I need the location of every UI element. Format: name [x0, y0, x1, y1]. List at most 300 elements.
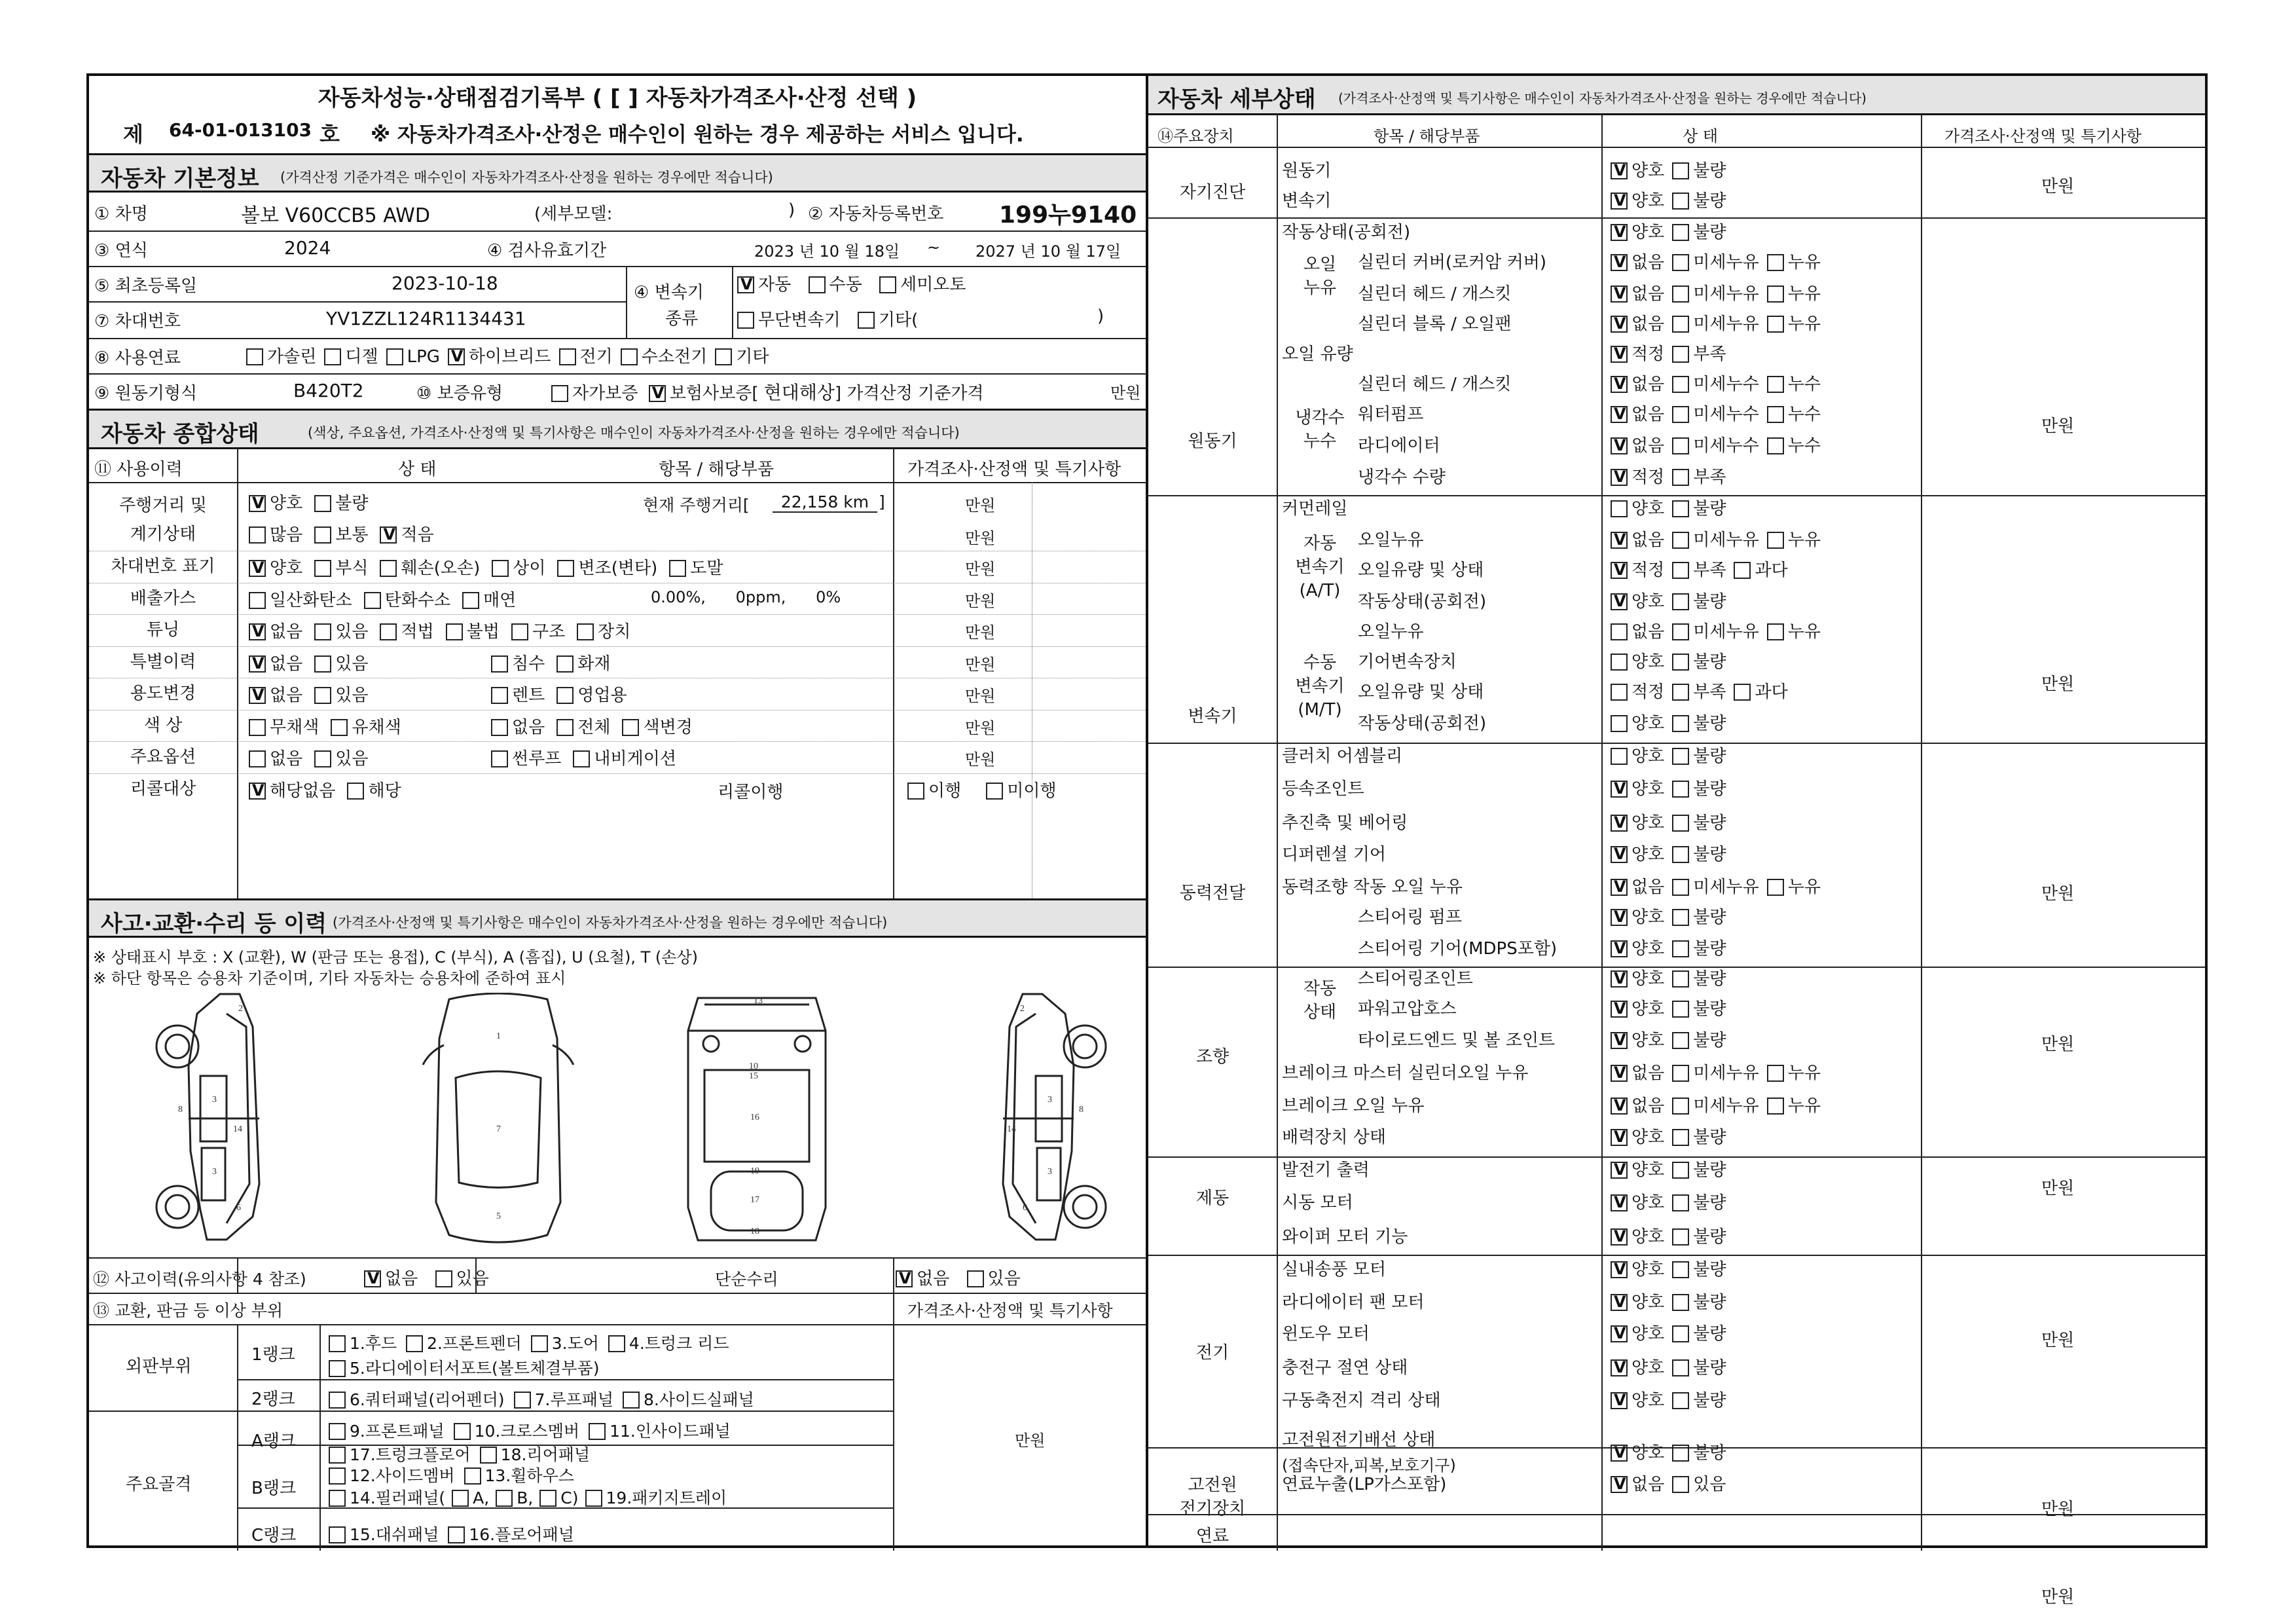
divider — [89, 1257, 1146, 1259]
detail-state-option-label: 불량 — [1693, 592, 1726, 612]
rank-option-row — [329, 1485, 727, 1509]
price-unit: 만원 — [965, 623, 996, 642]
detail-state-checkbox[interactable] — [1672, 1065, 1689, 1082]
rank-option-option-label: 13.휠하우스 — [484, 1466, 574, 1485]
accident-note: (가격조사·산정액 및 특기사항은 매수인이 자동차가격조사·산정을 원하는 경우에만 적습니다) — [333, 915, 888, 931]
summary-option-checkbox[interactable] — [622, 719, 639, 736]
detail-state-options — [1611, 1060, 1821, 1084]
device-group-label: 전기 — [1195, 1343, 1230, 1363]
detail-state-option-label: 미세누수 — [1693, 375, 1759, 394]
device-subgroup-label: 오일 누유 — [1303, 255, 1337, 298]
detail-state-checkbox[interactable] — [1672, 500, 1689, 517]
detail-model-label: (세부모델: — [534, 204, 613, 224]
detail-state-checkbox[interactable] — [1672, 562, 1689, 579]
summary-option-checkbox[interactable] — [556, 687, 574, 704]
trans-etc-label: 기타( — [878, 310, 919, 330]
detail-state-checkbox[interactable] — [1672, 224, 1689, 241]
summary-option-checkbox[interactable] — [249, 623, 266, 640]
fuel-checkbox[interactable] — [448, 348, 465, 365]
detail-state-option-label: 불량 — [1693, 845, 1726, 864]
summary-option-option-label: 없음 — [512, 717, 545, 737]
detail-state-option-label: 부족 — [1693, 344, 1726, 364]
detail-state-checkbox[interactable] — [1611, 1194, 1628, 1211]
detail-state-checkbox[interactable] — [1672, 1325, 1689, 1342]
summary-option-option-label: 상이 — [513, 559, 546, 579]
detail-item-label: 라디에이터 팬 모터 — [1282, 1293, 1425, 1312]
summary-option-checkbox[interactable] — [556, 655, 574, 673]
warranty-self-checkbox[interactable] — [551, 385, 568, 402]
detail-state-checkbox[interactable] — [1611, 593, 1628, 610]
detail-state-checkbox[interactable] — [1672, 748, 1689, 765]
accident-exists-checkbox[interactable] — [435, 1270, 452, 1287]
summary-option-option-label: 있음 — [335, 654, 369, 674]
detail-state-checkbox[interactable] — [1672, 879, 1689, 896]
detail-state-checkbox[interactable] — [1672, 532, 1689, 549]
trans-cvt-label: 무단변속기 — [758, 310, 841, 330]
rank-option-checkbox[interactable] — [329, 1392, 346, 1409]
detail-state-checkbox[interactable] — [1672, 970, 1689, 987]
rank-b-label: B랭크 — [251, 1479, 297, 1498]
divider — [89, 1411, 893, 1412]
divider — [1148, 967, 2205, 968]
pillar-option-checkbox[interactable] — [539, 1490, 556, 1507]
detail-state-checkbox[interactable] — [1767, 286, 1784, 303]
detail-item-label: 오일누유 — [1358, 622, 1424, 642]
detail-state-checkbox[interactable] — [1611, 1261, 1628, 1278]
fuel-checkbox[interactable] — [246, 348, 263, 365]
detail-state-checkbox[interactable] — [1672, 781, 1689, 798]
divider — [89, 231, 1146, 232]
warranty-self-label: 자가보증 — [572, 384, 638, 403]
device-col-header: ⑭주요장치 — [1157, 127, 1234, 145]
mileage-state-checkbox[interactable] — [249, 495, 266, 512]
rank-option-checkbox[interactable] — [329, 1467, 346, 1485]
summary-option-checkbox[interactable] — [314, 560, 331, 577]
rank-option-row — [329, 1463, 574, 1486]
detail-state-checkbox[interactable] — [1611, 623, 1628, 640]
detail-state-checkbox[interactable] — [1611, 654, 1628, 671]
trans-options — [737, 271, 966, 295]
detail-state-checkbox[interactable] — [1767, 532, 1784, 549]
detail-state-checkbox[interactable] — [1611, 562, 1628, 579]
svg-text:13: 13 — [754, 996, 763, 1006]
summary-option-option-label: 있음 — [335, 686, 369, 706]
rank-option-checkbox[interactable] — [514, 1392, 531, 1409]
rank-option-checkbox[interactable] — [531, 1335, 548, 1352]
service-notice: ※ 자동차가격조사·산정은 매수인이 원하는 경우 제공하는 서비스 입니다. — [371, 123, 1024, 147]
summary-option-checkbox[interactable] — [491, 655, 508, 673]
detail-state-checkbox[interactable] — [1611, 748, 1628, 765]
detail-state-checkbox[interactable] — [1611, 715, 1628, 732]
summary-row-label: 주행거리 및 계기상태 — [119, 496, 207, 544]
pillar-option-option-label: C) — [560, 1488, 579, 1507]
detail-state-checkbox[interactable] — [1672, 162, 1689, 179]
device-subgroup-label: 냉각수 누수 — [1295, 408, 1345, 451]
mileage-state-checkbox[interactable] — [314, 495, 331, 512]
detail-state-checkbox[interactable] — [1672, 1129, 1689, 1146]
pillar-option-option-label: A, — [473, 1488, 490, 1507]
detail-state-checkbox[interactable] — [1672, 1194, 1689, 1211]
summary-note: (색상, 주요옵션, 가격조사·산정액 및 특기사항은 매수인이 자동차가격조사·산정을 원하는 경우에만 적습니다) — [308, 425, 960, 441]
summary-option-checkbox[interactable] — [380, 623, 397, 640]
trans-auto-checkbox[interactable] — [737, 276, 754, 293]
gauge-state-checkbox[interactable] — [249, 526, 266, 544]
detail-state-options — [1611, 495, 1726, 519]
detail-state-options — [1611, 557, 1788, 581]
summary-option-checkbox[interactable] — [249, 655, 266, 673]
summary-option-checkbox[interactable] — [462, 592, 479, 609]
rank-option-checkbox[interactable] — [623, 1392, 640, 1409]
summary-option-checkbox[interactable] — [573, 750, 590, 767]
repair-exists-checkbox[interactable] — [967, 1270, 984, 1287]
summary-option-checkbox[interactable] — [556, 719, 574, 736]
summary-option-checkbox[interactable] — [249, 750, 266, 767]
detail-state-checkbox[interactable] — [1611, 879, 1628, 896]
repair-none-checkbox[interactable] — [896, 1270, 913, 1287]
svg-text:3: 3 — [1048, 1095, 1052, 1105]
summary-option-checkbox[interactable] — [364, 592, 381, 609]
detail-state-checkbox[interactable] — [1611, 254, 1628, 271]
pillar-panel-checkbox[interactable] — [329, 1490, 346, 1507]
summary-option-checkbox[interactable] — [557, 560, 574, 577]
summary-option-checkbox[interactable] — [380, 560, 397, 577]
rank-option-option-label: 15.대쉬패널 — [350, 1525, 439, 1544]
trans-manual-checkbox[interactable] — [809, 276, 826, 293]
detail-state-options — [1611, 588, 1726, 612]
detail-state-option-label: 양호 — [1631, 1031, 1665, 1050]
rank-option-checkbox[interactable] — [329, 1360, 346, 1377]
fuel-checkbox[interactable] — [621, 348, 638, 365]
summary-option-option-label: 내비게이션 — [594, 749, 676, 769]
summary-option-checkbox[interactable] — [249, 560, 266, 577]
detail-state-checkbox[interactable] — [1672, 1098, 1689, 1115]
summary-option-checkbox[interactable] — [347, 783, 364, 800]
state-col-header: 상 태 — [398, 460, 437, 479]
summary-option-option-label: 있음 — [335, 622, 369, 642]
detail-state-options — [1611, 371, 1821, 395]
rank-option-checkbox[interactable] — [406, 1335, 423, 1352]
accident-none-checkbox[interactable] — [364, 1270, 381, 1287]
summary-option-option-label: 해당없음 — [270, 781, 336, 801]
detail-state-checkbox[interactable] — [1672, 437, 1689, 454]
price-unit: 만원 — [965, 750, 996, 769]
svg-text:8: 8 — [1079, 1105, 1084, 1115]
detail-state-checkbox[interactable] — [1672, 254, 1689, 271]
warranty-close: ] — [834, 384, 842, 403]
form-no-suffix: 호 — [319, 122, 340, 147]
detail-state-checkbox[interactable] — [1611, 846, 1628, 863]
detail-state-checkbox[interactable] — [1672, 193, 1689, 210]
detail-state-checkbox[interactable] — [1734, 684, 1751, 701]
summary-option-checkbox[interactable] — [314, 655, 331, 673]
gauge-state-option-label: 적음 — [401, 525, 434, 545]
detail-item-label: 작동상태(공회전) — [1358, 714, 1487, 733]
detail-state-checkbox[interactable] — [1672, 316, 1689, 333]
detail-state-checkbox[interactable] — [1672, 346, 1689, 363]
detail-state-option-label: 불량 — [1693, 1227, 1726, 1247]
detail-state-checkbox[interactable] — [1611, 286, 1628, 303]
detail-state-checkbox[interactable] — [1672, 593, 1689, 610]
gauge-state-checkbox[interactable] — [380, 526, 397, 544]
detail-state-checkbox[interactable] — [1672, 623, 1689, 640]
detail-state-checkbox[interactable] — [1611, 406, 1628, 423]
divider — [626, 266, 627, 338]
detail-state-checkbox[interactable] — [1672, 1294, 1689, 1311]
summary-option-option-label: 일산화탄소 — [270, 590, 352, 610]
detail-state-checkbox[interactable] — [1672, 909, 1689, 926]
detail-state-checkbox[interactable] — [1767, 623, 1784, 640]
detail-state-checkbox[interactable] — [1672, 684, 1689, 701]
rank-option-checkbox[interactable] — [589, 1423, 606, 1440]
summary-option-checkbox[interactable] — [249, 719, 266, 736]
rank-option-checkbox[interactable] — [329, 1447, 346, 1464]
detail-state-checkbox[interactable] — [1672, 406, 1689, 423]
detail-state-checkbox[interactable] — [1672, 1476, 1689, 1493]
summary-option-checkbox[interactable] — [491, 719, 508, 736]
legend-1: ※ 상태표시 부호 : X (교환), W (판금 또는 용접), C (부식), A (흠집), U (요철), T (손상) — [93, 948, 699, 967]
detail-state-checkbox[interactable] — [1672, 715, 1689, 732]
detail-state-checkbox[interactable] — [1611, 1129, 1628, 1146]
detail-state-checkbox[interactable] — [1672, 1392, 1689, 1409]
summary-options — [249, 714, 401, 738]
warranty-ins-checkbox[interactable] — [649, 385, 666, 402]
detail-state-options — [1611, 280, 1821, 304]
detail-state-option-label: 양호 — [1631, 1443, 1665, 1463]
detail-state-checkbox[interactable] — [1611, 1032, 1628, 1049]
detail-state-option-label: 불량 — [1693, 499, 1726, 519]
detail-item-label: 동력조향 작동 오일 누유 — [1282, 877, 1463, 897]
detail-state-checkbox[interactable] — [1611, 970, 1628, 987]
detail-state-col-header: 상 태 — [1683, 127, 1718, 145]
detail-state-checkbox[interactable] — [1672, 1032, 1689, 1049]
detail-state-checkbox[interactable] — [1611, 1294, 1628, 1311]
detail-state-option-label: 불량 — [1693, 652, 1726, 672]
detail-state-checkbox[interactable] — [1672, 469, 1689, 486]
detail-state-checkbox[interactable] — [1611, 1325, 1628, 1342]
detail-state-checkbox[interactable] — [1672, 815, 1689, 832]
device-subgroup-label: 자동 변속기 (A/T) — [1295, 534, 1345, 600]
detail-item-label: 오일유량 및 상태 — [1358, 682, 1484, 702]
detail-state-option-label: 누유 — [1787, 530, 1821, 550]
detail-state-checkbox[interactable] — [1672, 1228, 1689, 1246]
inspect-from: 2023 년 10 월 18일 — [754, 242, 900, 261]
summary-option-option-label: 렌트 — [512, 686, 545, 706]
summary-option-checkbox[interactable] — [249, 687, 266, 704]
detail-state-checkbox[interactable] — [1611, 781, 1628, 798]
detail-state-checkbox[interactable] — [1611, 316, 1628, 333]
trans-etc-checkbox[interactable] — [858, 312, 875, 329]
summary-option-checkbox[interactable] — [577, 623, 594, 640]
detail-state-checkbox[interactable] — [1672, 1261, 1689, 1278]
detail-price-col-header: 가격조사·산정액 및 특기사항 — [1944, 127, 2142, 145]
detail-state-option-label: 미세누수 — [1693, 436, 1759, 456]
accident-none-label: 없음 — [385, 1269, 418, 1289]
summary-option-checkbox[interactable] — [314, 623, 331, 640]
warranty-company: 현대해상 — [763, 382, 835, 403]
detail-state-option-label: 불량 — [1693, 1324, 1726, 1344]
detail-state-options — [1611, 678, 1788, 703]
detail-state-checkbox[interactable] — [1767, 376, 1784, 393]
summary-option-option-label: 해당 — [368, 781, 401, 801]
detail-state-options — [1611, 935, 1726, 959]
detail-state-checkbox[interactable] — [1611, 376, 1628, 393]
rank-option-checkbox[interactable] — [329, 1526, 346, 1543]
detail-state-options — [1611, 1354, 1726, 1378]
rank-option-option-label: 2.프론트펜더 — [427, 1334, 522, 1353]
current-mileage-close: ] — [879, 492, 885, 511]
detail-state-checkbox[interactable] — [1767, 437, 1784, 454]
detail-state-checkbox[interactable] — [1611, 1162, 1628, 1179]
svg-text:17: 17 — [750, 1195, 759, 1205]
fuel-option-label: 하이브리드 — [468, 347, 551, 367]
detail-item-label: 클러치 어셈블리 — [1282, 747, 1403, 766]
detail-item-label: 실린더 헤드 / 개스킷 — [1358, 375, 1512, 394]
detail-state-option-label: 없음 — [1631, 405, 1665, 424]
detail-state-checkbox[interactable] — [1611, 193, 1628, 210]
first-reg-date: 2023-10-18 — [392, 272, 498, 294]
detail-state-option-label: 없음 — [1631, 1475, 1665, 1494]
fuel-checkbox[interactable] — [386, 348, 403, 365]
detail-state-checkbox[interactable] — [1611, 1359, 1628, 1376]
trans-semi-checkbox[interactable] — [879, 276, 896, 293]
fuel-option-label: 가솔린 — [267, 347, 317, 367]
detail-state-checkbox[interactable] — [1672, 846, 1689, 863]
detail-state-checkbox[interactable] — [1767, 406, 1784, 423]
detail-state-option-label: 양호 — [1631, 1293, 1665, 1312]
rank-option-option-label: 1.후드 — [350, 1334, 397, 1353]
rank-option-checkbox[interactable] — [329, 1423, 346, 1440]
base-price-label: 가격산정 기준가격 — [847, 384, 984, 403]
summary-option-checkbox[interactable] — [446, 623, 463, 640]
fuel-checkbox[interactable] — [559, 348, 576, 365]
rank-option-checkbox[interactable] — [608, 1335, 625, 1352]
detail-state-checkbox[interactable] — [1611, 532, 1628, 549]
detail-state-checkbox[interactable] — [1611, 1392, 1628, 1409]
rank-option-checkbox[interactable] — [448, 1526, 465, 1543]
detail-state-options — [1611, 219, 1726, 243]
trans-etc-close: ) — [1097, 306, 1104, 326]
detail-state-options — [1611, 1124, 1726, 1148]
svg-text:14: 14 — [233, 1124, 242, 1134]
svg-text:16: 16 — [750, 1113, 759, 1122]
rank-option-checkbox[interactable] — [329, 1335, 346, 1352]
detail-state-checkbox[interactable] — [1611, 1001, 1628, 1018]
detail-state-checkbox[interactable] — [1611, 940, 1628, 957]
detail-state-checkbox[interactable] — [1611, 1065, 1628, 1082]
pillar-option-checkbox[interactable] — [452, 1490, 469, 1507]
detail-state-option-label: 양호 — [1631, 813, 1665, 833]
summary-option-checkbox[interactable] — [511, 623, 528, 640]
detail-state-options — [1611, 1387, 1726, 1411]
summary-option-checkbox[interactable] — [491, 687, 508, 704]
detail-state-checkbox[interactable] — [1611, 346, 1628, 363]
detail-state-checkbox[interactable] — [1611, 1098, 1628, 1115]
detail-state-checkbox[interactable] — [1767, 1098, 1784, 1115]
rank-option-checkbox[interactable] — [480, 1447, 497, 1464]
detail-state-checkbox[interactable] — [1611, 469, 1628, 486]
trans-label: ④ 변속기 — [634, 283, 704, 303]
detail-state-option-label: 불량 — [1693, 1160, 1726, 1180]
trans-cvt-checkbox[interactable] — [737, 312, 754, 329]
rank-option-checkbox[interactable] — [454, 1423, 471, 1440]
recall-done-checkbox[interactable] — [986, 783, 1003, 800]
detail-state-checkbox[interactable] — [1767, 1065, 1784, 1082]
detail-state-checkbox[interactable] — [1672, 1001, 1689, 1018]
gauge-state-checkbox[interactable] — [314, 526, 331, 544]
recall-done-checkbox[interactable] — [907, 783, 924, 800]
detail-state-checkbox[interactable] — [1767, 254, 1784, 271]
price-unit: 만원 — [965, 560, 996, 579]
detail-state-checkbox[interactable] — [1611, 815, 1628, 832]
detail-state-checkbox[interactable] — [1672, 286, 1689, 303]
summary-option-checkbox[interactable] — [314, 750, 331, 767]
detail-note: (가격조사·산정액 및 특기사항은 매수인이 자동차가격조사·산정을 원하는 경우에만 적습니다) — [1338, 90, 1867, 106]
detail-state-checkbox[interactable] — [1611, 1476, 1628, 1493]
detail-state-options — [1611, 904, 1726, 928]
summary-option-option-label: 없음 — [270, 622, 303, 642]
detail-state-checkbox[interactable] — [1734, 562, 1751, 579]
detail-state-checkbox[interactable] — [1767, 316, 1784, 333]
pillar-option-checkbox[interactable] — [496, 1490, 513, 1507]
divider — [1148, 217, 2205, 219]
summary-option-checkbox[interactable] — [669, 560, 686, 577]
summary-option-checkbox[interactable] — [249, 783, 266, 800]
detail-state-option-label: 없음 — [1631, 253, 1665, 272]
detail-state-options — [1611, 965, 1726, 989]
detail-state-option-label: 없음 — [1631, 314, 1665, 334]
detail-state-checkbox[interactable] — [1672, 654, 1689, 671]
detail-state-checkbox[interactable] — [1611, 162, 1628, 179]
detail-state-option-label: 양호 — [1631, 652, 1665, 672]
detail-state-checkbox[interactable] — [1672, 940, 1689, 957]
detail-state-checkbox[interactable] — [1611, 437, 1628, 454]
detail-item-label: 실린더 커버(로커암 커버) — [1358, 253, 1546, 272]
detail-state-option-label: 불량 — [1693, 779, 1726, 799]
detail-price-unit: 만원 — [2041, 1500, 2075, 1519]
detail-state-option-label: 불량 — [1693, 747, 1726, 766]
detail-state-options — [1611, 1223, 1726, 1247]
summary-option-checkbox[interactable] — [331, 719, 348, 736]
detail-state-checkbox[interactable] — [1611, 1228, 1628, 1246]
detail-state-checkbox[interactable] — [1672, 376, 1689, 393]
detail-state-option-label: 미세누유 — [1693, 530, 1759, 550]
summary-option-checkbox[interactable] — [491, 750, 508, 767]
detail-state-checkbox[interactable] — [1672, 1162, 1689, 1179]
detail-item-label: 연료누출(LP가스포함) — [1282, 1475, 1447, 1494]
device-group-label: 변속기 — [1188, 707, 1237, 726]
detail-state-checkbox[interactable] — [1611, 909, 1628, 926]
detail-state-option-label: 양호 — [1631, 1227, 1665, 1247]
rank-option-checkbox[interactable] — [464, 1467, 481, 1485]
year-label: ③ 연식 — [94, 241, 148, 261]
detail-state-checkbox[interactable] — [1767, 879, 1784, 896]
recall-done-options — [907, 777, 1057, 802]
summary-option-checkbox[interactable] — [492, 560, 509, 577]
fuel-checkbox[interactable] — [715, 348, 732, 365]
detail-state-checkbox[interactable] — [1611, 224, 1628, 241]
fuel-checkbox[interactable] — [324, 348, 341, 365]
detail-state-checkbox[interactable] — [1672, 1359, 1689, 1376]
detail-state-checkbox[interactable] — [1611, 684, 1628, 701]
divider — [237, 1257, 238, 1293]
rank-option-option-label: 8.사이드실패널 — [644, 1390, 754, 1409]
summary-option-checkbox[interactable] — [314, 687, 331, 704]
detail-state-checkbox[interactable] — [1611, 500, 1628, 517]
rank-option-row — [329, 1331, 729, 1354]
summary-option-checkbox[interactable] — [249, 592, 266, 609]
detail-price-unit: 만원 — [2041, 1587, 2075, 1607]
pillar-option-checkbox[interactable] — [585, 1490, 602, 1507]
